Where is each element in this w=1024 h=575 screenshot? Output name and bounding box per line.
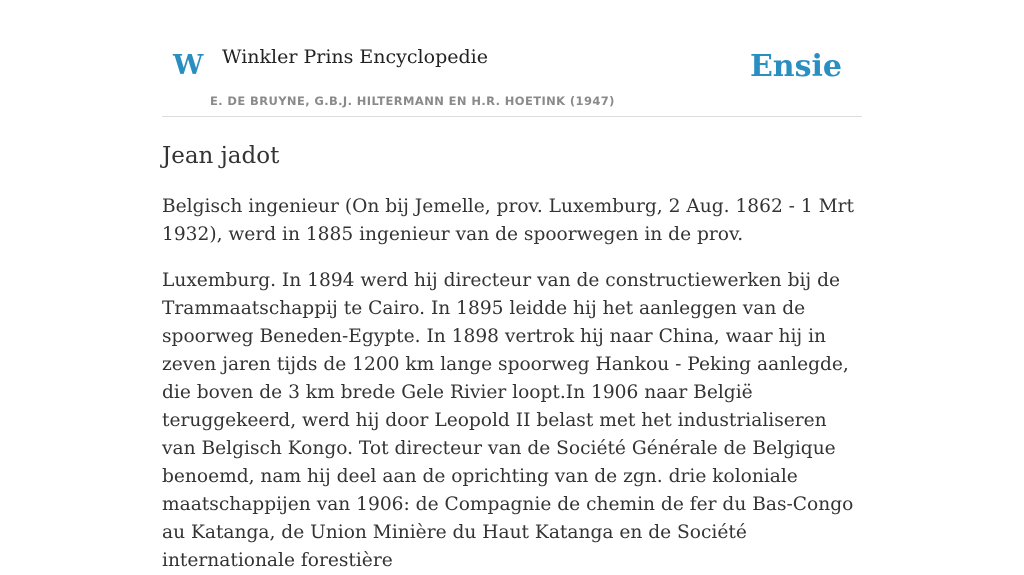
publication-logo-icon[interactable]: W <box>173 50 204 81</box>
article-paragraph: Belgisch ingenieur (On bij Jemelle, prov. Luxemburg, 2 Aug. 1862 - 1 Mrt 1932), werd in 1885 ingenieur van de spoorwegen in de prov. <box>162 196 855 245</box>
header <box>162 0 862 117</box>
publication-authors: E. DE BRUYNE, G.B.J. HILTERMANN EN H.R. HOETINK (1947) <box>210 94 615 108</box>
publication-title[interactable]: Winkler Prins Encyclopedie <box>222 46 488 68</box>
article-paragraph: Luxemburg. In 1894 werd hij directeur van de constructiewerken bij de Trammaatschappij te Cairo. In 1895 leidde hij het aanleggen van de spoorweg Beneden-Egypte. In 1898 vertrok hij naar China, waar hij in zeven jaren tijds de 1200 km lange spoorweg Hankou - Peking aanlegde, die boven de 3 km brede Gele Rivier loopt.In 1906 naar België teruggekeerd, werd hij door Leopold II belast met het industrialiseren van Belgisch Kongo. Tot directeur van de Société Générale de Belgique benoemd, nam hij deel aan de oprichting van de zgn. drie koloniale maatschappijen van 1906: de Compagnie de chemin de fer du Bas-Congo au Katanga, de Union Minière du Haut Katanga en de Société internationale forestière <box>162 270 854 571</box>
article-title: Jean jadot <box>162 143 280 169</box>
page <box>162 0 862 575</box>
site-logo[interactable]: Ensie <box>749 49 842 84</box>
